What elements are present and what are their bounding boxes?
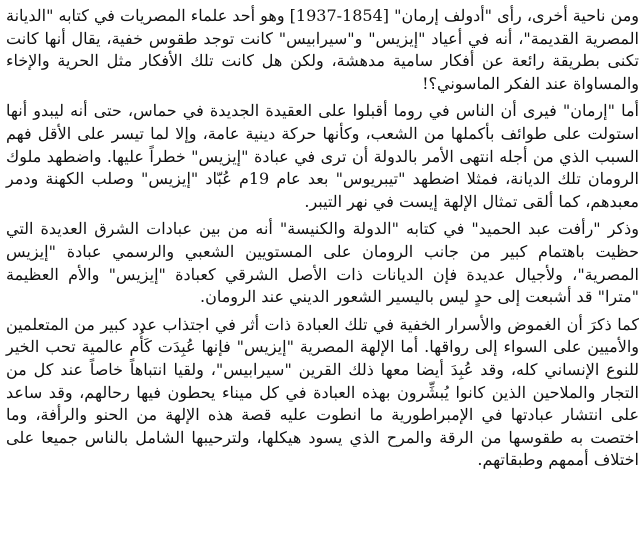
paragraph-rome-persecution: أما "إرمان" فيرى أن الناس في روما أقبلوا على العقيدة الجديدة في حماس، حتى أنه ليبدو أنها استولت على طوائف بأكملها من الشعب، وكأنها حركة دينية عامة، وإلا لما تيسر على الأقل فهم السبب الذي من أجله انتهى الأمر بالدولة أن ترى في عبادة "إيزيس" خطراً عليها. واضطهد ملوك الرومان تلك الديانة، فمثلا اضطهد "تيبريوس" بعد عام 19م عُبّاد "إيزيس" وصلب الكهنة ودمر معبدهم، كما ألقى تمثال الإلهة إيست في نهر التيبر. <box>6 101 640 211</box>
paragraph-erman-rituals: ومن ناحية أخرى، رأى "أدولف إرمان" [1854-1937] وهو أحد علماء المصريات في كتابه "الديانة المصرية القديمة"، أنه في أعياد "إيزيس" و"سيرابيس" كانت توجد طقوس خفية، يقال أنها كانت تكنى بطريقة رائعة عن أفكار سامية مدهشة، ولكن هل كانت تلك الأفكار مثل الحرية والإخاء والمساواة عند الفكر الماسوني؟! <box>5 6 639 93</box>
paragraph-isis-worship-spread: كما ذكرَ أن الغموض والأسرار الخفية في تلك العبادة ذات أثر في اجتذاب عدد كبير من المتعلمين والأميين على السواء إلى رواقها. أما الإلهة المصرية "إيزيس" فإنها عُبِدَت كَأُم عالمية تحب الخير للنوع الإنساني كله، وقد عُبِدَ أيضا معها ذلك القرين "سيرابيس"، ولقيا انتباهاً خاصاً عند كل من التجار والملاحين الذين كانوا يُبشِّرون بهذه العبادة في كل ميناء يحطون فيها رحالهم، وقد ساعد على انتشار عبادتها في الإمبراطورية ما انطوت عليه قصة هذه الإلهة من الحنو والرأفة، وما اختصت به طقوسها من الرقة والمرح الذي يسود هيكلها، ولترحيبها الشامل بالناس جميعا على اختلاف أممهم وطبقاتهم. <box>6 314 639 470</box>
paragraph-state-and-church: وذكر "رأفت عبد الحميد" في كتابه "الدولة والكنيسة" أنه من بين عبادات الشرق العديدة التي حظيت باهتمام كبير من جانب الرومان على المستويين الشعبي والرسمي عبادة "إيزيس المصرية"، ولأجيال عديدة فإن الديانات ذات الأصل الشرقي كعبادة "إيزيس" والأم العظيمة "مترا" قد أشبعت إلى حدٍ ليس باليسير الشعور الديني عند الرومان. <box>6 219 639 307</box>
